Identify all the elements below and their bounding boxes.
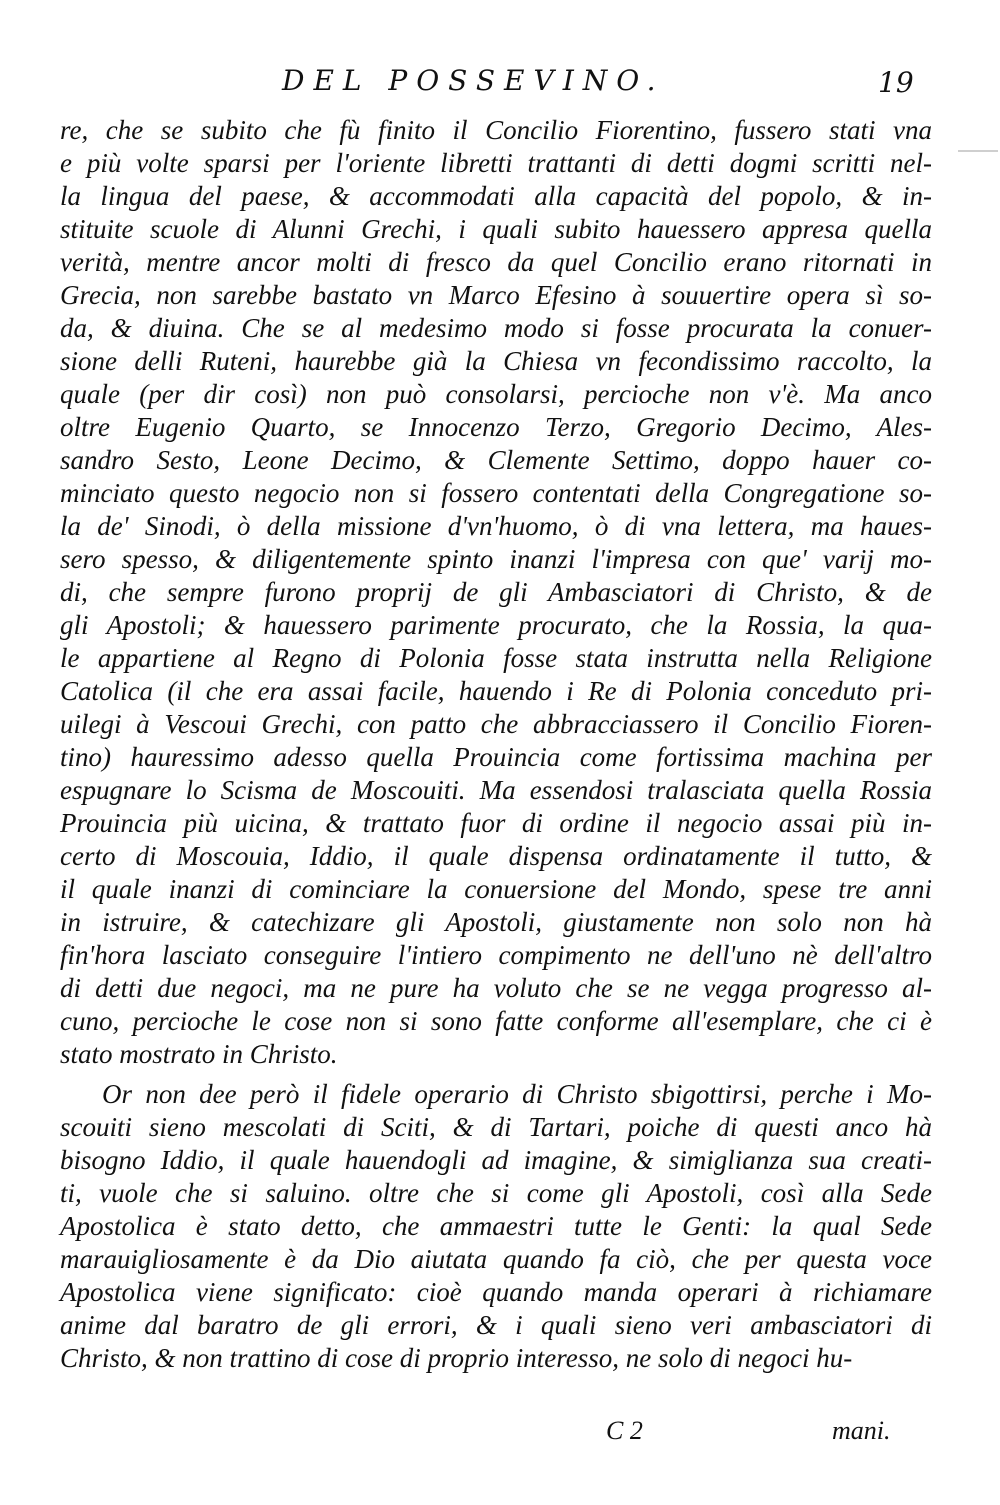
text-line: espugnare lo Scisma de Moscouiti. Ma essendosi tralasciata quella Rossia bbox=[60, 775, 932, 805]
text-line: le appartiene al Regno di Polonia fosse stata instrutta nella Religione bbox=[60, 643, 932, 673]
text-line: la lingua del paese, & accommodati alla capacità del popolo, & in- bbox=[60, 181, 932, 211]
text-line: certo di Moscouia, Iddio, il quale dispensa ordinatamente il tutto, & bbox=[60, 841, 932, 871]
text-line: sero spesso, & diligentemente spinto inanzi l'impresa con que' varij mo- bbox=[60, 544, 932, 574]
text-line: Christo, & non trattino di cose di proprio interesso, ne solo di negoci hu- bbox=[60, 1343, 853, 1373]
text-line: Prouincia più uicina, & trattato fuor di ordine il negocio assai più in- bbox=[60, 808, 932, 838]
text-line: e più volte sparsi per l'oriente libretti trattanti di detti dogmi scritti nel- bbox=[60, 148, 932, 178]
text-line: minciato questo negocio non si fossero contentati della Congregatione so- bbox=[60, 478, 932, 508]
text-line: scouiti sieno mescolati di Sciti, & di Tartari, poiche di questi anco hà bbox=[60, 1112, 932, 1142]
text-line: in istruire, & catechizare gli Apostoli, giustamente non solo non hà bbox=[60, 907, 932, 937]
text-line: Apostolica viene significato: cioè quando manda operari à richiamare bbox=[60, 1277, 932, 1307]
text-line: cuno, percioche le cose non si sono fatte conforme all'esemplare, che ci è bbox=[60, 1006, 932, 1036]
running-head bbox=[0, 64, 1000, 104]
paragraph bbox=[60, 114, 932, 1071]
text-line: Or non dee però il fidele operario di Christo sbigottirsi, perche i Mo- bbox=[102, 1079, 932, 1109]
text-line: di, che sempre furono proprij de gli Ambasciatori di Christo, & de bbox=[60, 577, 932, 607]
running-head-title: DEL POSSEVINO. bbox=[282, 64, 665, 97]
text-line: stituite scuole di Alunni Grechi, i quali subito hauessero appresa quella bbox=[60, 214, 932, 244]
text-line: Catolica (il che era assai facile, hauendo i Re di Polonia conceduto pri- bbox=[60, 676, 932, 706]
margin-mark bbox=[958, 150, 998, 152]
text-line: da, & diuina. Che se al medesimo modo si fosse procurata la conuer- bbox=[60, 313, 932, 343]
text-line: ti, vuole che si saluino. oltre che si come gli Apostoli, così alla Sede bbox=[60, 1178, 932, 1208]
text-line: marauigliosamente è da Dio aiutata quando fa ciò, che per questa voce bbox=[60, 1244, 932, 1274]
text-line: anime dal baratro de gli errori, & i quali sieno veri ambasciatori di bbox=[60, 1310, 932, 1340]
catchword: mani. bbox=[832, 1416, 891, 1445]
text-line: bisogno Iddio, il quale hauendogli ad imagine, & simiglianza sua creati- bbox=[60, 1145, 932, 1175]
text-line: di detti due negoci, ma ne pure ha voluto che se ne vegga progresso al- bbox=[60, 973, 932, 1003]
paragraph-gap bbox=[60, 1071, 932, 1078]
text-line: uilegi à Vescoui Grechi, con patto che abbracciassero il Concilio Fioren- bbox=[60, 709, 932, 739]
page-number: 19 bbox=[878, 66, 914, 99]
text-line: re, che se subito che fù finito il Concilio Fiorentino, fussero stati vna bbox=[60, 115, 932, 145]
text-line: Grecia, non sarebbe bastato vn Marco Efesino à souuertire opera sì so- bbox=[60, 280, 932, 310]
paragraph bbox=[60, 1078, 932, 1375]
text-line: verità, mentre ancor molti di fresco da quel Concilio erano ritornati in bbox=[60, 247, 932, 277]
text-line: sione delli Ruteni, haurebbe già la Chiesa vn fecondissimo raccolto, la bbox=[60, 346, 932, 376]
text-line: tino) hauressimo adesso quella Prouincia come fortissima machina per bbox=[60, 742, 932, 772]
body-text bbox=[60, 114, 932, 1375]
page-footer bbox=[0, 1416, 1000, 1456]
text-line: quale (per dir così) non può consolarsi, percioche non v'è. Ma anco bbox=[60, 379, 932, 409]
text-line: la de' Sinodi, ò della missione d'vn'huomo, ò di vna lettera, ma haues- bbox=[60, 511, 932, 541]
text-line: stato mostrato in Christo. bbox=[60, 1039, 338, 1069]
text-line: oltre Eugenio Quarto, se Innocenzo Terzo, Gregorio Decimo, Ales- bbox=[60, 412, 932, 442]
text-line: sandro Sesto, Leone Decimo, & Clemente Settimo, doppo hauer co- bbox=[60, 445, 932, 475]
text-line: il quale inanzi di cominciare la conuersione del Mondo, spese tre anni bbox=[60, 874, 932, 904]
signature-mark: C 2 bbox=[606, 1416, 643, 1445]
text-line: gli Apostoli; & hauessero parimente procurato, che la Rossia, la qua- bbox=[60, 610, 932, 640]
text-line: Apostolica è stato detto, che ammaestri tutte le Genti: la qual Sede bbox=[60, 1211, 932, 1241]
text-line: fin'hora lasciato conseguire l'intiero compimento ne dell'uno nè dell'altro bbox=[60, 940, 932, 970]
